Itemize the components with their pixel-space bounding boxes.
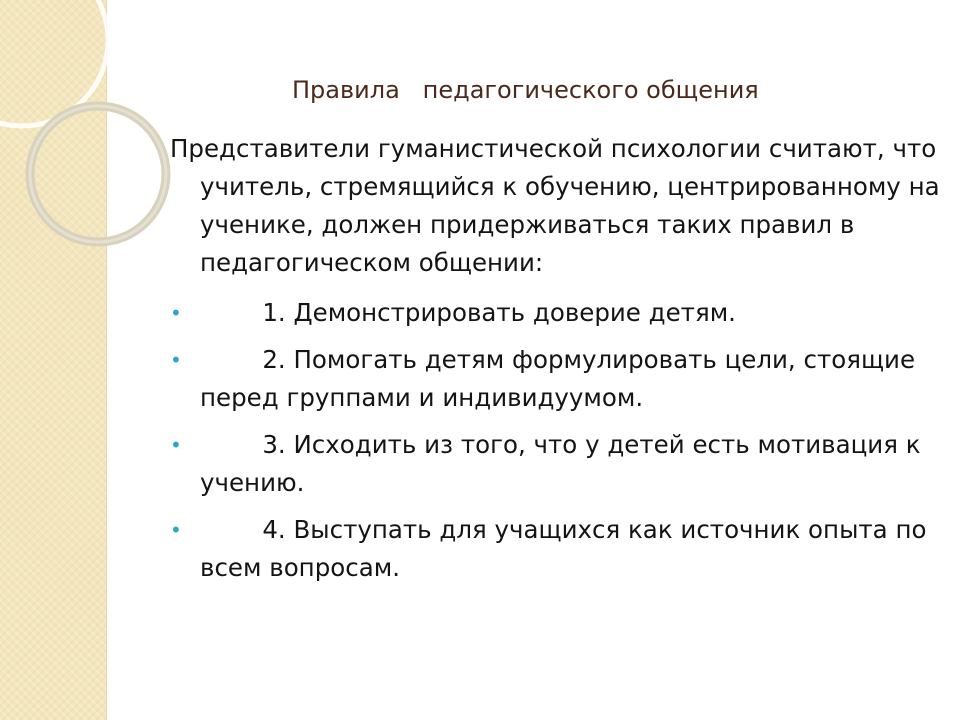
rule-text: 2. Помогать детям формулировать цели, стоящие перед группами и индивидуумом.: [200, 345, 923, 412]
bullet-icon: •: [170, 301, 182, 325]
rules-list: [170, 294, 940, 587]
rule-item: [170, 294, 940, 332]
bullet-icon: •: [170, 348, 182, 372]
bullet-icon: •: [170, 433, 182, 457]
bullet-icon: •: [170, 518, 182, 542]
slide-content: [170, 130, 940, 596]
intro-paragraph: Представители гуманистической психологии считают, что учитель, стремящийся к обучению, центрированному на ученике, должен придерживаться таких правил в педагогическом общении:: [170, 134, 940, 277]
rule-item: [170, 511, 940, 587]
rule-text: 4. Выступать для учащихся как источник опыта по всем вопросам.: [200, 515, 935, 582]
rule-item: [170, 426, 940, 502]
rule-text: 1. Демонстрировать доверие детям.: [200, 298, 736, 327]
rule-item: [170, 341, 940, 417]
slide-title: Правила педагогического общения: [292, 76, 759, 104]
rule-text: 3. Исходить из того, что у детей есть мотивация к учению.: [200, 430, 929, 497]
